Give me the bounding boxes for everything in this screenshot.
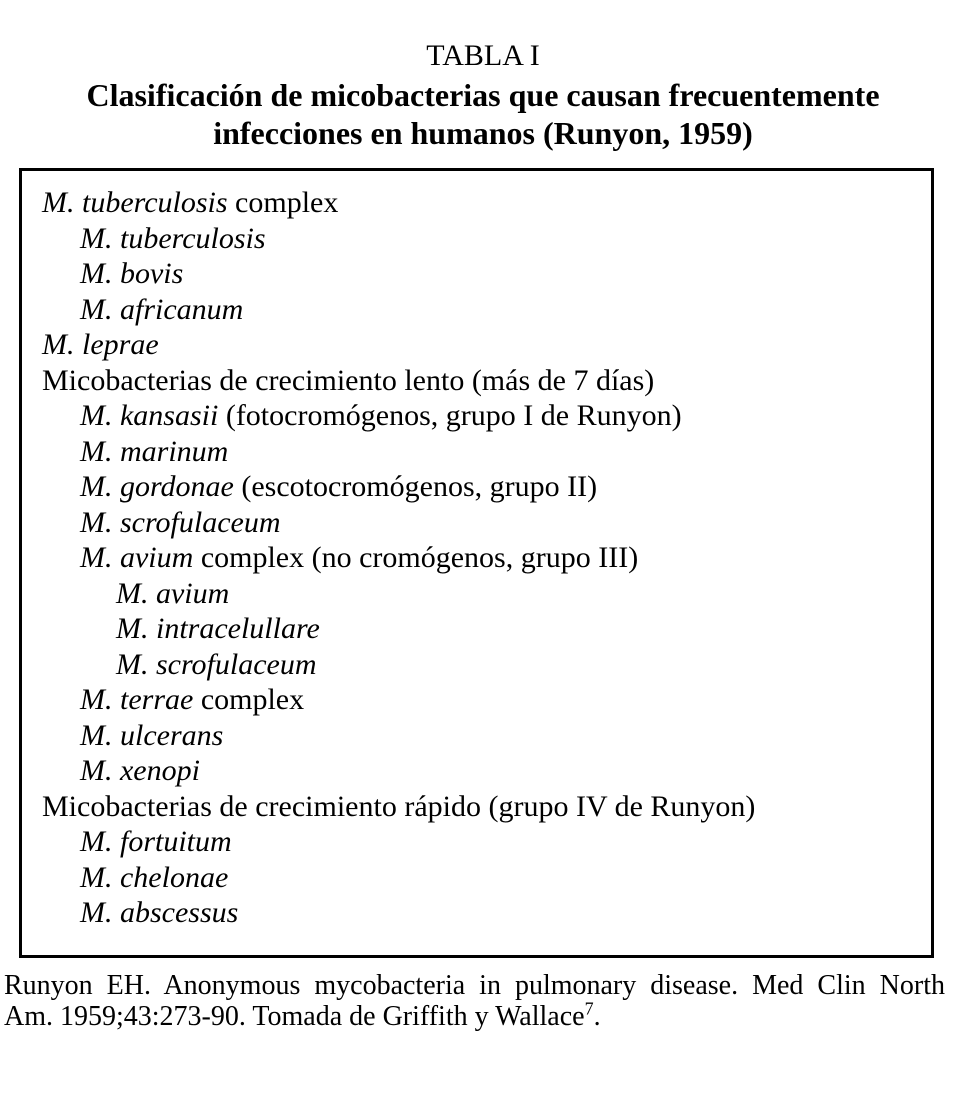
taxon-name: M. xenopi: [80, 754, 200, 787]
taxon-name: M. africanum: [80, 292, 244, 326]
taxon-row: [22, 434, 931, 470]
group-row: [22, 789, 931, 825]
taxon-row: [22, 221, 931, 257]
taxon-name: M. scrofulaceum: [80, 505, 281, 539]
taxon-row: [22, 256, 931, 292]
table-title-line-2: infecciones en humanos (Runyon, 1959): [213, 115, 753, 151]
taxon-row: [22, 540, 931, 576]
taxon-row: [22, 824, 931, 860]
taxon-name: M. marinum: [80, 434, 229, 468]
taxon-name: M. avium: [80, 541, 194, 574]
taxon-row: [22, 753, 931, 789]
taxon-name: M. tuberculosis: [80, 221, 266, 255]
taxon-qualifier: (escotocromógenos, grupo II): [233, 470, 598, 503]
taxon-name: M. leprae: [42, 328, 159, 361]
taxon-name: M. ulcerans: [80, 718, 224, 752]
taxon-row: [22, 860, 931, 896]
taxon-name: M. gordonae: [80, 470, 234, 503]
table-title-line-1: Clasificación de micobacterias que causan frecuentemente: [86, 77, 880, 113]
taxon-name: M. chelonae: [80, 860, 229, 894]
taxon-row: [22, 576, 931, 612]
footnote-citation: Am. 1959;43:273-90. Tomada de Griffith y Wallace: [4, 1001, 585, 1032]
classification-box: [19, 168, 934, 958]
taxon-row: [22, 398, 931, 434]
taxon-row: [22, 647, 931, 683]
taxon-row: [22, 611, 931, 647]
taxon-row: [22, 718, 931, 754]
footnote-line-2: [4, 998, 945, 1032]
group-label: Micobacterias de crecimiento rápido (grupo IV de Runyon): [42, 789, 756, 823]
taxon-qualifier: (fotocromógenos, grupo I de Runyon): [218, 399, 682, 432]
taxon-row: [22, 895, 931, 931]
taxon-name: M. terrae: [80, 683, 194, 716]
taxon-name: M. avium: [116, 576, 230, 610]
taxon-name: M. kansasii: [80, 399, 219, 432]
taxon-row: [22, 469, 931, 505]
taxon-row: [22, 185, 931, 221]
taxon-name: M. bovis: [80, 257, 184, 290]
reference-superscript: 7: [584, 998, 594, 1019]
taxon-qualifier: complex: [193, 683, 305, 716]
group-row: [22, 363, 931, 399]
taxon-name: M. scrofulaceum: [116, 647, 317, 681]
taxon-row: [22, 682, 931, 718]
taxon-row: [22, 327, 931, 363]
taxon-name: M. abscessus: [80, 896, 239, 929]
table-figure: [0, 40, 966, 1032]
taxon-qualifier: complex (no cromógenos, grupo III): [193, 541, 639, 574]
taxon-row: [22, 505, 931, 541]
footnote-period: .: [593, 1001, 601, 1032]
taxon-name: M. intracelullare: [116, 612, 320, 645]
group-label: Micobacterias de crecimiento lento (más de 7 días): [42, 363, 655, 397]
table-label: TABLA I: [426, 39, 540, 72]
footnote-line-1: Runyon EH. Anonymous mycobacteria in pulmonary disease. Med Clin North: [4, 970, 945, 1001]
table-title: [0, 76, 966, 152]
taxon-name: M. fortuitum: [80, 825, 232, 858]
footnote: [4, 970, 945, 1032]
taxon-qualifier: complex: [227, 186, 339, 219]
taxon-name: M. tuberculosis: [42, 186, 228, 219]
taxon-row: [22, 292, 931, 328]
